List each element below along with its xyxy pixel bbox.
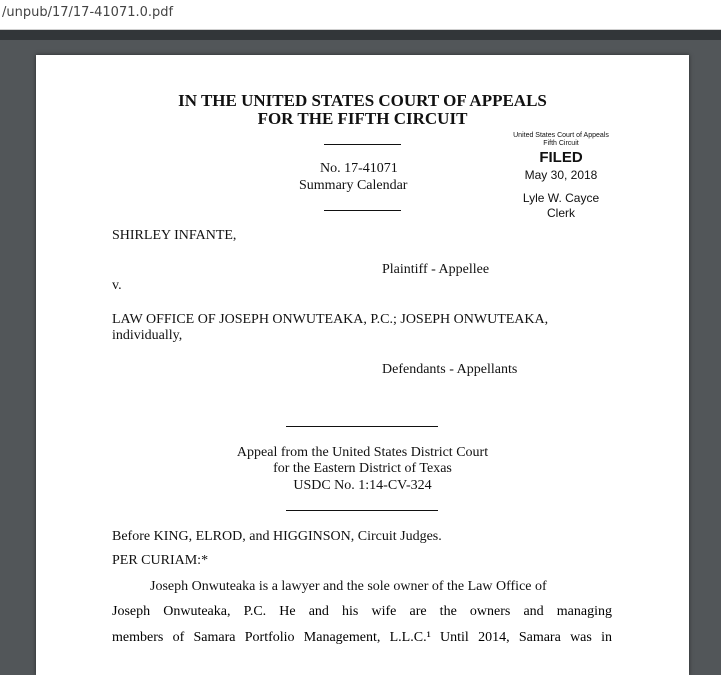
appeal-line1: Appeal from the United States District Court <box>236 445 489 460</box>
filed-date: May 30, 2018 <box>524 168 598 182</box>
filed-stamp: FILED <box>539 149 583 166</box>
stamp-court-line2: Fifth Circuit <box>543 140 579 147</box>
divider <box>324 210 401 211</box>
divider <box>286 426 438 427</box>
address-bar[interactable] <box>0 0 721 30</box>
divider <box>286 510 438 511</box>
paragraph-line2: Joseph Onwuteaka, P.C. He and his wife are the owners and managing <box>112 604 612 619</box>
plaintiff-name: SHIRLEY INFANTE, <box>112 228 237 243</box>
pdf-page <box>36 55 689 675</box>
paragraph-line3: members of Samara Portfolio Management, L.L.C.¹ Until 2014, Samara was in <box>112 630 612 645</box>
divider <box>324 144 401 145</box>
defendants-line2: individually, <box>112 328 183 343</box>
pdf-toolbar <box>0 30 721 40</box>
clerk-title: Clerk <box>546 206 575 220</box>
panel-judges: Before KING, ELROD, and HIGGINSON, Circuit Judges. <box>112 529 442 544</box>
versus: v. <box>112 278 122 293</box>
stamp-court-line1: United States Court of Appeals <box>513 132 609 139</box>
per-curiam: PER CURIAM:* <box>112 553 209 568</box>
court-heading-line2: FOR THE FIFTH CIRCUIT <box>257 109 468 128</box>
case-number: No. 17-41071 <box>320 161 398 176</box>
calendar-type: Summary Calendar <box>299 178 408 193</box>
defendants-line1: LAW OFFICE OF JOSEPH ONWUTEAKA, P.C.; JOSEPH ONWUTEAKA, <box>112 312 549 327</box>
paragraph-line1: Joseph Onwuteaka is a lawyer and the sole owner of the Law Office of <box>150 579 547 594</box>
plaintiff-role: Plaintiff - Appellee <box>382 262 490 277</box>
appeal-line3: USDC No. 1:14-CV-324 <box>293 478 432 493</box>
appeal-line2: for the Eastern District of Texas <box>273 461 452 476</box>
court-heading-line1: IN THE UNITED STATES COURT OF APPEALS <box>178 91 547 110</box>
defendants-role: Defendants - Appellants <box>382 362 518 377</box>
clerk-name: Lyle W. Cayce <box>522 191 600 205</box>
url-text[interactable]: /unpub/17/17-41071.0.pdf <box>2 5 174 20</box>
